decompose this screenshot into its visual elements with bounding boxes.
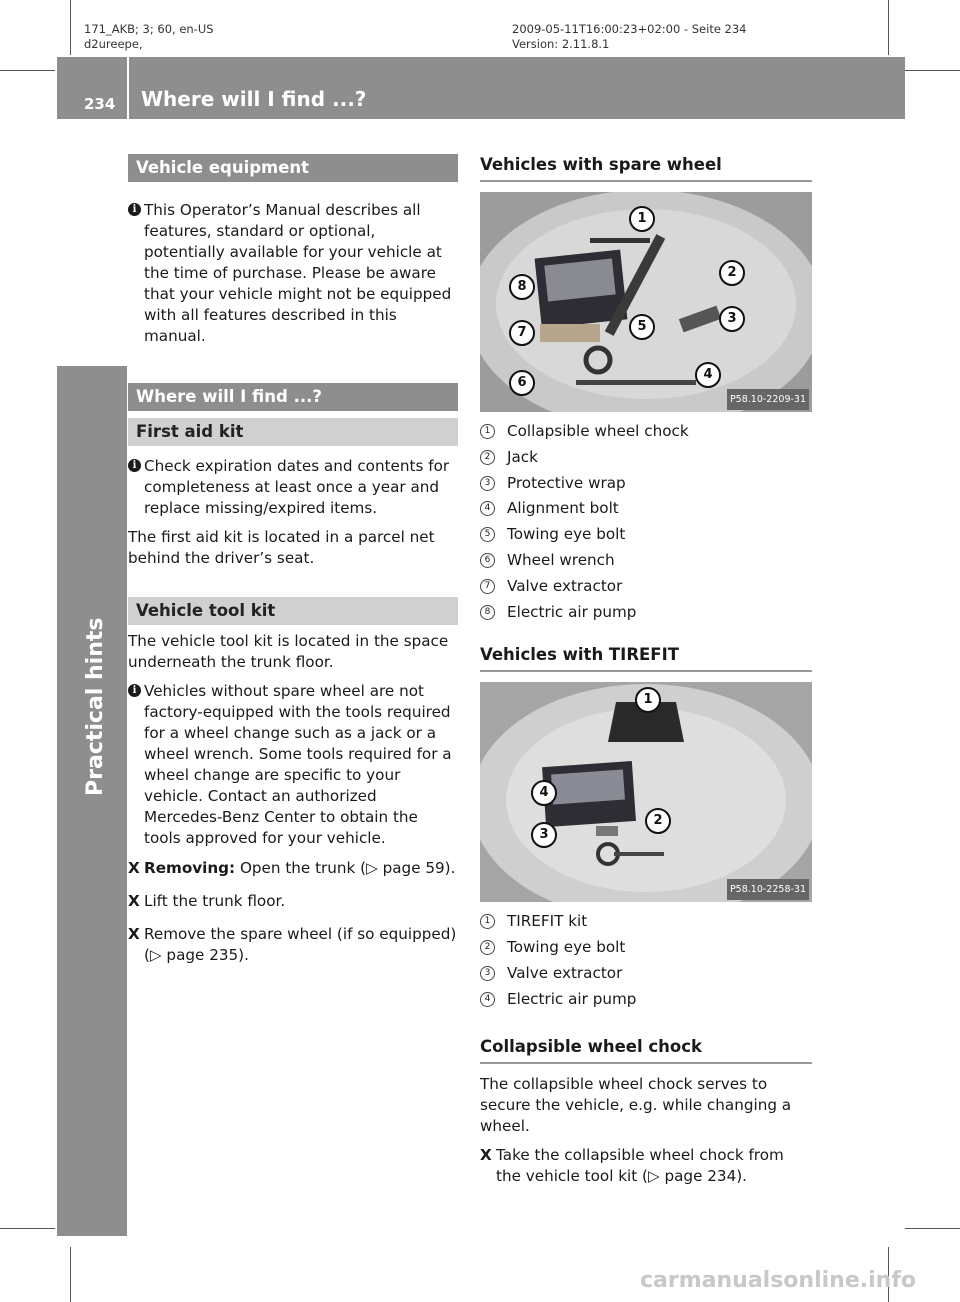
callout-4: 4	[695, 362, 721, 388]
item-number: 1	[480, 914, 495, 929]
tirefit-item-list	[480, 910, 812, 1013]
list-item	[480, 601, 812, 627]
info-icon: i	[128, 684, 141, 697]
tirefit-photo	[480, 682, 812, 902]
spare-item-list	[480, 420, 812, 626]
step	[128, 858, 458, 879]
item-label: Alignment bolt	[507, 499, 619, 518]
step	[480, 1145, 812, 1187]
callout-2: 2	[645, 808, 671, 834]
crop-mark	[0, 70, 55, 71]
step-marker-icon: X	[128, 892, 140, 910]
callout-1: 1	[629, 206, 655, 232]
step-text: Lift the trunk floor.	[144, 892, 286, 910]
print-meta-line: d2ureepe,	[84, 37, 143, 51]
right-column	[480, 154, 812, 1187]
print-meta-line: 171_AKB; 3; 60, en-US	[84, 22, 214, 36]
item-label: Jack	[507, 447, 538, 466]
callout-4: 4	[531, 780, 557, 806]
page-title: Where will I find ...?	[141, 87, 367, 111]
step-label: Removing:	[144, 859, 236, 877]
body-text: The collapsible wheel chock serves to secure the vehicle, e.g. while changing a wheel.	[480, 1074, 792, 1135]
list-item	[480, 962, 812, 988]
callout-6: 6	[509, 370, 535, 396]
callout-2: 2	[719, 260, 745, 286]
item-number: 4	[480, 992, 495, 1007]
crop-mark	[70, 0, 71, 55]
item-number: 7	[480, 579, 495, 594]
info-text: Vehicles without spare wheel are not factory-equipped with the tools required for a wheel change such as a jack or a wheel wrench. Some tools required for a wheel change are specific to your vehicle. Contact an authorized Mercedes-Benz Center to obtain the tools approved for your vehicle.	[144, 682, 452, 847]
info-icon: i	[128, 459, 141, 472]
spare-wheel-tool-photo	[480, 192, 812, 412]
subsection-heading: First aid kit	[128, 418, 458, 446]
callout-3: 3	[531, 822, 557, 848]
item-label: Wheel wrench	[507, 550, 615, 569]
item-label: Collapsible wheel chock	[507, 422, 689, 440]
header-divider	[127, 57, 129, 119]
info-icon: i	[128, 203, 141, 216]
left-column	[128, 154, 458, 966]
trunk-photo-illustration	[480, 682, 812, 902]
item-number: 6	[480, 553, 495, 568]
item-number: 1	[480, 424, 495, 439]
item-label: Towing eye bolt	[507, 938, 626, 957]
list-item	[480, 910, 812, 936]
crop-mark	[888, 0, 889, 55]
subsection-heading: Vehicle tool kit	[128, 597, 458, 625]
section-heading: Where will I find ...?	[128, 383, 458, 411]
item-label: Electric air pump	[507, 602, 637, 621]
crop-mark	[905, 1228, 960, 1229]
list-item	[480, 497, 812, 523]
item-number: 8	[480, 605, 495, 620]
body-text: The first aid kit is located in a parcel net behind the driver’s seat.	[128, 528, 435, 567]
callout-3: 3	[719, 306, 745, 332]
page-header	[57, 57, 905, 119]
item-label: Electric air pump	[507, 989, 637, 1008]
page-number: 234	[84, 95, 116, 113]
list-item	[480, 523, 812, 549]
item-number: 2	[480, 940, 495, 955]
list-item	[480, 472, 812, 498]
photo-code: P58.10-2209-31	[727, 389, 809, 410]
print-meta-line: Version: 2.11.8.1	[512, 37, 610, 51]
callout-8: 8	[509, 274, 535, 300]
item-number: 5	[480, 527, 495, 542]
item-label: Valve extractor	[507, 963, 623, 982]
item-number: 3	[480, 966, 495, 981]
step-marker-icon: X	[128, 859, 140, 877]
list-item	[480, 936, 812, 962]
list-item	[480, 420, 812, 446]
info-note	[128, 456, 458, 519]
print-meta-right	[512, 22, 747, 52]
print-meta-left	[84, 22, 214, 52]
info-text: This Operator’s Manual describes all features, standard or optional, potentially available for your vehicle at the time of purchase. Please be aware that your vehicle might not be equipped with all features described in this manual.	[144, 201, 452, 345]
callout-7: 7	[509, 320, 535, 346]
list-item	[480, 446, 812, 472]
section-heading: Vehicles with spare wheel	[480, 154, 812, 182]
crop-mark	[70, 1247, 71, 1302]
section-heading: Vehicles with TIREFIT	[480, 644, 812, 672]
section-tab	[57, 366, 127, 1236]
print-meta-line: 2009-05-11T16:00:23+02:00 - Seite 234	[512, 22, 747, 36]
step	[128, 891, 458, 912]
step-text: Take the collapsible wheel chock from the vehicle tool kit (▷ page 234).	[496, 1145, 784, 1185]
item-label: Towing eye bolt	[507, 525, 626, 544]
crop-mark	[0, 1228, 55, 1229]
step	[128, 924, 458, 966]
item-label: Protective wrap	[507, 473, 626, 492]
list-item	[480, 988, 812, 1014]
info-note	[128, 200, 458, 347]
list-item	[480, 549, 812, 575]
step-text: Open the trunk (▷ page 59).	[235, 859, 456, 877]
item-number: 2	[480, 450, 495, 465]
item-label: TIREFIT kit	[507, 912, 588, 931]
item-number: 4	[480, 501, 495, 516]
callout-5: 5	[629, 314, 655, 340]
info-note	[128, 681, 458, 849]
info-text: Check expiration dates and contents for completeness at least once a year and replace missing/expired items.	[144, 457, 450, 517]
step-marker-icon: X	[128, 925, 140, 943]
list-item	[480, 575, 812, 601]
step-marker-icon: X	[480, 1145, 492, 1164]
photo-code: P58.10-2258-31	[727, 879, 809, 900]
callout-1: 1	[635, 687, 661, 713]
section-heading: Vehicle equipment	[128, 154, 458, 182]
section-heading: Collapsible wheel chock	[480, 1036, 812, 1064]
item-label: Valve extractor	[507, 576, 623, 595]
body-text: The vehicle tool kit is located in the space underneath the trunk floor.	[128, 632, 449, 671]
step-text: Remove the spare wheel (if so equipped) (▷ page 235).	[144, 925, 457, 964]
section-tab-label: Practical hints	[83, 617, 108, 796]
item-number: 3	[480, 476, 495, 491]
crop-mark	[905, 70, 960, 71]
watermark: carmanualsonline.info	[640, 1268, 916, 1293]
